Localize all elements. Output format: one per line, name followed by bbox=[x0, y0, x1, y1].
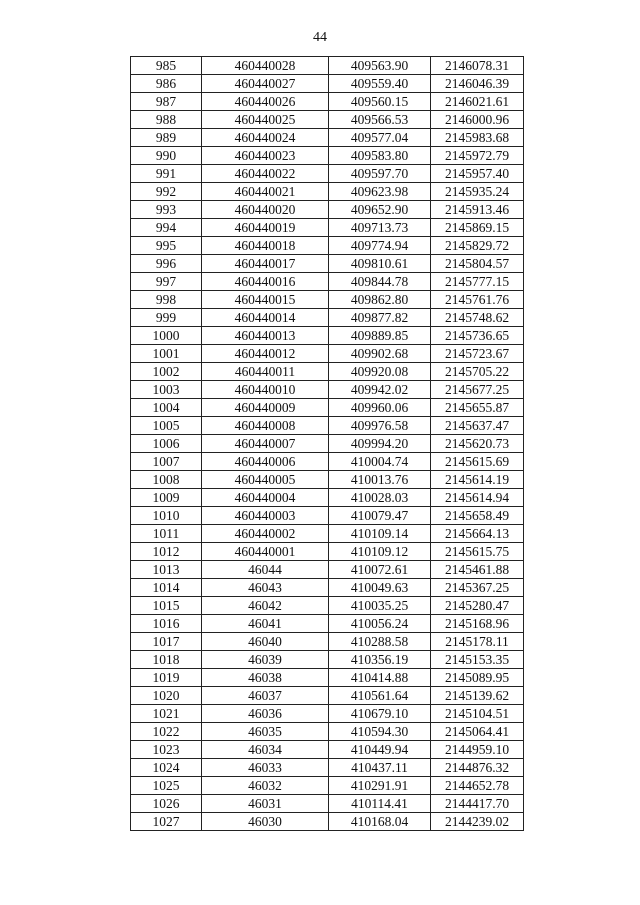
row-number-cell: 992 bbox=[131, 183, 202, 201]
point-id-cell: 460440024 bbox=[202, 129, 329, 147]
table-row bbox=[131, 795, 524, 813]
row-number-cell: 1008 bbox=[131, 471, 202, 489]
x-coordinate-cell: 409577.04 bbox=[329, 129, 431, 147]
table-row bbox=[131, 597, 524, 615]
x-coordinate-cell: 409920.08 bbox=[329, 363, 431, 381]
row-number-cell: 986 bbox=[131, 75, 202, 93]
y-coordinate-cell: 2145655.87 bbox=[431, 399, 524, 417]
y-coordinate-cell: 2144239.02 bbox=[431, 813, 524, 831]
x-coordinate-cell: 409877.82 bbox=[329, 309, 431, 327]
table-row bbox=[131, 183, 524, 201]
table-row bbox=[131, 129, 524, 147]
x-coordinate-cell: 409976.58 bbox=[329, 417, 431, 435]
table-row bbox=[131, 111, 524, 129]
point-id-cell: 46033 bbox=[202, 759, 329, 777]
x-coordinate-cell: 409810.61 bbox=[329, 255, 431, 273]
point-id-cell: 46034 bbox=[202, 741, 329, 759]
table-row bbox=[131, 741, 524, 759]
y-coordinate-cell: 2145367.25 bbox=[431, 579, 524, 597]
y-coordinate-cell: 2145153.35 bbox=[431, 651, 524, 669]
x-coordinate-cell: 409713.73 bbox=[329, 219, 431, 237]
table-row bbox=[131, 525, 524, 543]
x-coordinate-cell: 409902.68 bbox=[329, 345, 431, 363]
table-row bbox=[131, 291, 524, 309]
x-coordinate-cell: 410288.58 bbox=[329, 633, 431, 651]
x-coordinate-cell: 410414.88 bbox=[329, 669, 431, 687]
point-id-cell: 460440011 bbox=[202, 363, 329, 381]
y-coordinate-cell: 2145280.47 bbox=[431, 597, 524, 615]
x-coordinate-cell: 410028.03 bbox=[329, 489, 431, 507]
point-id-cell: 460440007 bbox=[202, 435, 329, 453]
y-coordinate-cell: 2145935.24 bbox=[431, 183, 524, 201]
row-number-cell: 1019 bbox=[131, 669, 202, 687]
point-id-cell: 460440016 bbox=[202, 273, 329, 291]
y-coordinate-cell: 2145677.25 bbox=[431, 381, 524, 399]
table-body bbox=[131, 57, 524, 831]
row-number-cell: 1001 bbox=[131, 345, 202, 363]
table-row bbox=[131, 489, 524, 507]
y-coordinate-cell: 2145736.65 bbox=[431, 327, 524, 345]
table-row bbox=[131, 363, 524, 381]
row-number-cell: 1017 bbox=[131, 633, 202, 651]
row-number-cell: 993 bbox=[131, 201, 202, 219]
y-coordinate-cell: 2145104.51 bbox=[431, 705, 524, 723]
y-coordinate-cell: 2145178.11 bbox=[431, 633, 524, 651]
y-coordinate-cell: 2145761.76 bbox=[431, 291, 524, 309]
x-coordinate-cell: 409960.06 bbox=[329, 399, 431, 417]
table-row bbox=[131, 561, 524, 579]
row-number-cell: 1004 bbox=[131, 399, 202, 417]
y-coordinate-cell: 2145139.62 bbox=[431, 687, 524, 705]
point-id-cell: 460440003 bbox=[202, 507, 329, 525]
table-row bbox=[131, 651, 524, 669]
x-coordinate-cell: 409566.53 bbox=[329, 111, 431, 129]
point-id-cell: 460440022 bbox=[202, 165, 329, 183]
y-coordinate-cell: 2145064.41 bbox=[431, 723, 524, 741]
x-coordinate-cell: 409597.70 bbox=[329, 165, 431, 183]
row-number-cell: 999 bbox=[131, 309, 202, 327]
table-row bbox=[131, 147, 524, 165]
x-coordinate-cell: 410291.91 bbox=[329, 777, 431, 795]
row-number-cell: 996 bbox=[131, 255, 202, 273]
point-id-cell: 46032 bbox=[202, 777, 329, 795]
row-number-cell: 1007 bbox=[131, 453, 202, 471]
row-number-cell: 989 bbox=[131, 129, 202, 147]
table-row bbox=[131, 579, 524, 597]
row-number-cell: 1005 bbox=[131, 417, 202, 435]
row-number-cell: 991 bbox=[131, 165, 202, 183]
row-number-cell: 1002 bbox=[131, 363, 202, 381]
row-number-cell: 1027 bbox=[131, 813, 202, 831]
y-coordinate-cell: 2145869.15 bbox=[431, 219, 524, 237]
table-row bbox=[131, 75, 524, 93]
table-row bbox=[131, 759, 524, 777]
table-row bbox=[131, 345, 524, 363]
x-coordinate-cell: 410079.47 bbox=[329, 507, 431, 525]
table-row bbox=[131, 435, 524, 453]
point-id-cell: 460440002 bbox=[202, 525, 329, 543]
row-number-cell: 1003 bbox=[131, 381, 202, 399]
x-coordinate-cell: 410679.10 bbox=[329, 705, 431, 723]
y-coordinate-cell: 2145620.73 bbox=[431, 435, 524, 453]
table-row bbox=[131, 705, 524, 723]
point-id-cell: 46030 bbox=[202, 813, 329, 831]
point-id-cell: 460440004 bbox=[202, 489, 329, 507]
y-coordinate-cell: 2146021.61 bbox=[431, 93, 524, 111]
x-coordinate-cell: 410056.24 bbox=[329, 615, 431, 633]
table-row bbox=[131, 381, 524, 399]
row-number-cell: 1013 bbox=[131, 561, 202, 579]
point-id-cell: 460440009 bbox=[202, 399, 329, 417]
row-number-cell: 1023 bbox=[131, 741, 202, 759]
y-coordinate-cell: 2145089.95 bbox=[431, 669, 524, 687]
y-coordinate-cell: 2145614.94 bbox=[431, 489, 524, 507]
y-coordinate-cell: 2145972.79 bbox=[431, 147, 524, 165]
x-coordinate-cell: 409994.20 bbox=[329, 435, 431, 453]
row-number-cell: 995 bbox=[131, 237, 202, 255]
y-coordinate-cell: 2145614.19 bbox=[431, 471, 524, 489]
point-id-cell: 46038 bbox=[202, 669, 329, 687]
point-id-cell: 460440020 bbox=[202, 201, 329, 219]
y-coordinate-cell: 2144959.10 bbox=[431, 741, 524, 759]
table-row bbox=[131, 723, 524, 741]
x-coordinate-cell: 409889.85 bbox=[329, 327, 431, 345]
table-row bbox=[131, 777, 524, 795]
point-id-cell: 460440001 bbox=[202, 543, 329, 561]
x-coordinate-cell: 410004.74 bbox=[329, 453, 431, 471]
y-coordinate-cell: 2145658.49 bbox=[431, 507, 524, 525]
point-id-cell: 460440014 bbox=[202, 309, 329, 327]
point-id-cell: 460440028 bbox=[202, 57, 329, 75]
x-coordinate-cell: 410437.11 bbox=[329, 759, 431, 777]
x-coordinate-cell: 410594.30 bbox=[329, 723, 431, 741]
point-id-cell: 46035 bbox=[202, 723, 329, 741]
y-coordinate-cell: 2145777.15 bbox=[431, 273, 524, 291]
x-coordinate-cell: 410072.61 bbox=[329, 561, 431, 579]
row-number-cell: 1015 bbox=[131, 597, 202, 615]
y-coordinate-cell: 2145461.88 bbox=[431, 561, 524, 579]
x-coordinate-cell: 410168.04 bbox=[329, 813, 431, 831]
row-number-cell: 997 bbox=[131, 273, 202, 291]
point-id-cell: 46043 bbox=[202, 579, 329, 597]
table-row bbox=[131, 471, 524, 489]
point-id-cell: 460440023 bbox=[202, 147, 329, 165]
row-number-cell: 994 bbox=[131, 219, 202, 237]
point-id-cell: 460440027 bbox=[202, 75, 329, 93]
point-id-cell: 46037 bbox=[202, 687, 329, 705]
table-row bbox=[131, 273, 524, 291]
point-id-cell: 46036 bbox=[202, 705, 329, 723]
page-number: 44 bbox=[313, 30, 327, 45]
table-row bbox=[131, 687, 524, 705]
point-id-cell: 46040 bbox=[202, 633, 329, 651]
x-coordinate-cell: 410449.94 bbox=[329, 741, 431, 759]
row-number-cell: 1024 bbox=[131, 759, 202, 777]
y-coordinate-cell: 2144652.78 bbox=[431, 777, 524, 795]
x-coordinate-cell: 409862.80 bbox=[329, 291, 431, 309]
point-id-cell: 46039 bbox=[202, 651, 329, 669]
table-row bbox=[131, 237, 524, 255]
y-coordinate-cell: 2145664.13 bbox=[431, 525, 524, 543]
row-number-cell: 987 bbox=[131, 93, 202, 111]
x-coordinate-cell: 409560.15 bbox=[329, 93, 431, 111]
table-row bbox=[131, 255, 524, 273]
y-coordinate-cell: 2145705.22 bbox=[431, 363, 524, 381]
row-number-cell: 990 bbox=[131, 147, 202, 165]
point-id-cell: 460440021 bbox=[202, 183, 329, 201]
y-coordinate-cell: 2145748.62 bbox=[431, 309, 524, 327]
row-number-cell: 1018 bbox=[131, 651, 202, 669]
point-id-cell: 460440025 bbox=[202, 111, 329, 129]
x-coordinate-cell: 409774.94 bbox=[329, 237, 431, 255]
table-row bbox=[131, 543, 524, 561]
row-number-cell: 1025 bbox=[131, 777, 202, 795]
table-row bbox=[131, 669, 524, 687]
table-row bbox=[131, 507, 524, 525]
x-coordinate-cell: 409844.78 bbox=[329, 273, 431, 291]
row-number-cell: 1016 bbox=[131, 615, 202, 633]
x-coordinate-cell: 410035.25 bbox=[329, 597, 431, 615]
x-coordinate-cell: 409942.02 bbox=[329, 381, 431, 399]
table-row bbox=[131, 201, 524, 219]
y-coordinate-cell: 2146000.96 bbox=[431, 111, 524, 129]
y-coordinate-cell: 2145829.72 bbox=[431, 237, 524, 255]
x-coordinate-cell: 410114.41 bbox=[329, 795, 431, 813]
point-id-cell: 460440026 bbox=[202, 93, 329, 111]
table-row bbox=[131, 57, 524, 75]
point-id-cell: 46044 bbox=[202, 561, 329, 579]
row-number-cell: 988 bbox=[131, 111, 202, 129]
x-coordinate-cell: 410013.76 bbox=[329, 471, 431, 489]
x-coordinate-cell: 409563.90 bbox=[329, 57, 431, 75]
y-coordinate-cell: 2146046.39 bbox=[431, 75, 524, 93]
x-coordinate-cell: 409623.98 bbox=[329, 183, 431, 201]
point-id-cell: 460440012 bbox=[202, 345, 329, 363]
point-id-cell: 460440013 bbox=[202, 327, 329, 345]
coordinates-table bbox=[130, 56, 524, 831]
row-number-cell: 1020 bbox=[131, 687, 202, 705]
row-number-cell: 1009 bbox=[131, 489, 202, 507]
x-coordinate-cell: 410356.19 bbox=[329, 651, 431, 669]
row-number-cell: 1011 bbox=[131, 525, 202, 543]
y-coordinate-cell: 2145957.40 bbox=[431, 165, 524, 183]
point-id-cell: 460440019 bbox=[202, 219, 329, 237]
table-row bbox=[131, 165, 524, 183]
point-id-cell: 46041 bbox=[202, 615, 329, 633]
y-coordinate-cell: 2145637.47 bbox=[431, 417, 524, 435]
point-id-cell: 460440006 bbox=[202, 453, 329, 471]
point-id-cell: 46042 bbox=[202, 597, 329, 615]
row-number-cell: 985 bbox=[131, 57, 202, 75]
y-coordinate-cell: 2145723.67 bbox=[431, 345, 524, 363]
point-id-cell: 460440015 bbox=[202, 291, 329, 309]
row-number-cell: 1006 bbox=[131, 435, 202, 453]
x-coordinate-cell: 409559.40 bbox=[329, 75, 431, 93]
point-id-cell: 460440018 bbox=[202, 237, 329, 255]
y-coordinate-cell: 2145168.96 bbox=[431, 615, 524, 633]
y-coordinate-cell: 2145804.57 bbox=[431, 255, 524, 273]
x-coordinate-cell: 410561.64 bbox=[329, 687, 431, 705]
row-number-cell: 998 bbox=[131, 291, 202, 309]
y-coordinate-cell: 2146078.31 bbox=[431, 57, 524, 75]
point-id-cell: 460440008 bbox=[202, 417, 329, 435]
x-coordinate-cell: 409583.80 bbox=[329, 147, 431, 165]
point-id-cell: 46031 bbox=[202, 795, 329, 813]
row-number-cell: 1026 bbox=[131, 795, 202, 813]
x-coordinate-cell: 409652.90 bbox=[329, 201, 431, 219]
row-number-cell: 1012 bbox=[131, 543, 202, 561]
y-coordinate-cell: 2144417.70 bbox=[431, 795, 524, 813]
table-row bbox=[131, 633, 524, 651]
row-number-cell: 1010 bbox=[131, 507, 202, 525]
table-row bbox=[131, 93, 524, 111]
table-row bbox=[131, 813, 524, 831]
table-row bbox=[131, 309, 524, 327]
row-number-cell: 1022 bbox=[131, 723, 202, 741]
table-row bbox=[131, 327, 524, 345]
x-coordinate-cell: 410109.12 bbox=[329, 543, 431, 561]
y-coordinate-cell: 2145615.69 bbox=[431, 453, 524, 471]
y-coordinate-cell: 2144876.32 bbox=[431, 759, 524, 777]
point-id-cell: 460440017 bbox=[202, 255, 329, 273]
table-row bbox=[131, 399, 524, 417]
table-row bbox=[131, 453, 524, 471]
y-coordinate-cell: 2145913.46 bbox=[431, 201, 524, 219]
table-row bbox=[131, 219, 524, 237]
table-row bbox=[131, 615, 524, 633]
point-id-cell: 460440010 bbox=[202, 381, 329, 399]
point-id-cell: 460440005 bbox=[202, 471, 329, 489]
y-coordinate-cell: 2145983.68 bbox=[431, 129, 524, 147]
table-row bbox=[131, 417, 524, 435]
x-coordinate-cell: 410109.14 bbox=[329, 525, 431, 543]
row-number-cell: 1021 bbox=[131, 705, 202, 723]
x-coordinate-cell: 410049.63 bbox=[329, 579, 431, 597]
y-coordinate-cell: 2145615.75 bbox=[431, 543, 524, 561]
row-number-cell: 1000 bbox=[131, 327, 202, 345]
row-number-cell: 1014 bbox=[131, 579, 202, 597]
